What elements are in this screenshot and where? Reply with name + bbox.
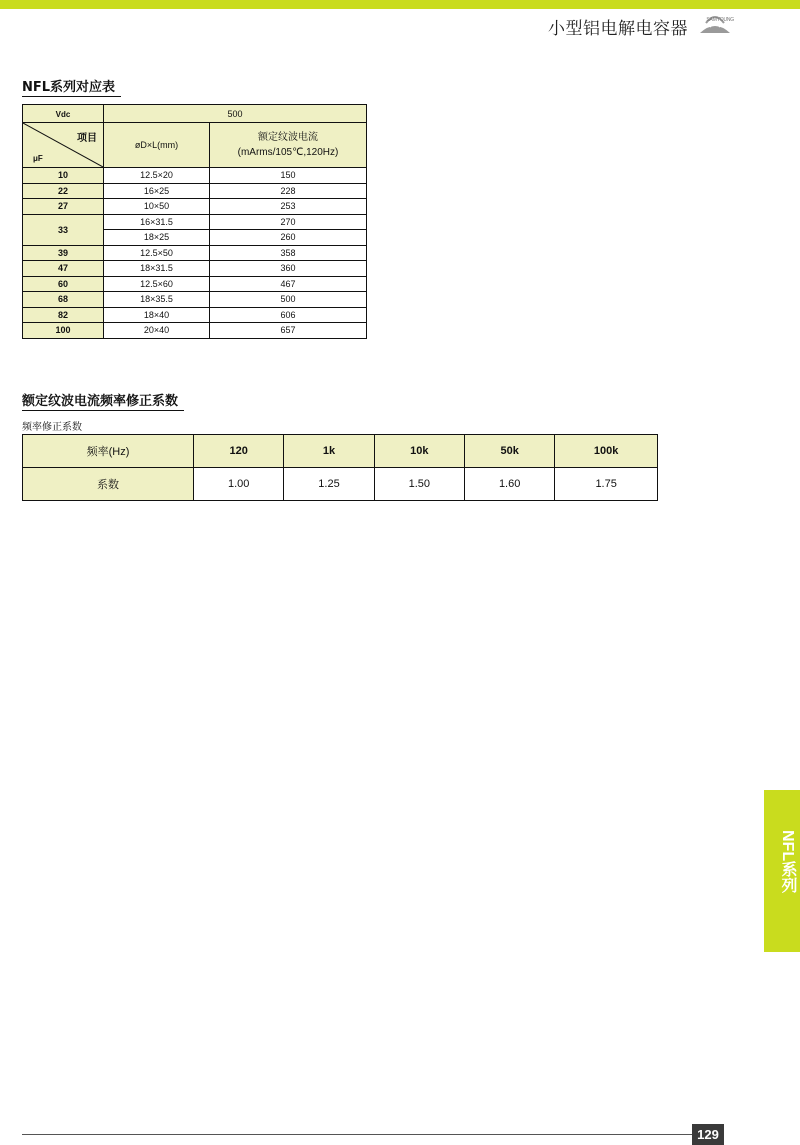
capacitance-cell: 60 [23,276,104,292]
ripple-cell: 253 [210,199,367,215]
ripple-header [210,123,367,168]
ripple-cell: 150 [210,168,367,184]
coefficient-cell: 1.60 [464,468,554,501]
dimension-cell: 10×50 [104,199,210,215]
page-header-title: 小型铝电解电容器 [548,19,688,39]
ripple-header-line2: (mArms/105℃,120Hz) [237,147,339,158]
table-row [23,276,367,292]
coefficient-cell: 1.75 [555,468,658,501]
table2-caption: 频率修正系数 [22,422,82,433]
coefficient-cell: 1.00 [194,468,284,501]
coefficient-row [23,468,658,501]
page-number: 129 [692,1124,724,1145]
ripple-cell: 467 [210,276,367,292]
capacitance-cell: 100 [23,323,104,339]
dimension-cell: 12.5×50 [104,245,210,261]
dimension-cell: 18×40 [104,307,210,323]
table-row [23,261,367,277]
dimension-cell: 12.5×60 [104,276,210,292]
logo-wordmark: SAMYOUNG [706,17,734,23]
capacitance-cell: 27 [23,199,104,215]
frequency-cell: 50k [464,435,554,468]
table-row [23,307,367,323]
table-row [23,199,367,215]
corner-item-label: 项目 [77,133,97,144]
ripple-cell: 260 [210,230,367,246]
dimension-cell: 16×31.5 [104,214,210,230]
table1-title: NFL系列对应表 [22,80,121,97]
capacitance-cell: 82 [23,307,104,323]
table-row [23,214,367,230]
table-row [23,292,367,308]
capacitance-cell: 33 [23,214,104,245]
dimension-cell: 16×25 [104,183,210,199]
ripple-cell: 657 [210,323,367,339]
coefficient-cell: 1.50 [374,468,464,501]
footer-rule [22,1134,692,1135]
ripple-cell: 606 [210,307,367,323]
capacitance-cell: 39 [23,245,104,261]
table2-title: 额定纹波电流频率修正系数 [22,394,184,411]
vdc-value: 500 [104,105,367,123]
capacitance-cell: 22 [23,183,104,199]
dimension-cell: 18×25 [104,230,210,246]
dimension-cell: 18×31.5 [104,261,210,277]
dimension-cell: 18×35.5 [104,292,210,308]
side-tab-label: NFL系列 [779,830,796,894]
dimension-cell: 12.5×20 [104,168,210,184]
column-header-row [23,123,367,168]
table-row [23,323,367,339]
nfl-series-table [22,104,367,339]
table-row [23,183,367,199]
coefficient-cell: 1.25 [284,468,374,501]
series-side-tab [764,790,800,952]
ripple-cell: 360 [210,261,367,277]
corner-unit-label: μF [33,154,43,163]
ripple-cell: 270 [210,214,367,230]
vdc-row [23,105,367,123]
frequency-cell: 120 [194,435,284,468]
vdc-label [23,105,104,123]
frequency-correction-table [22,434,658,501]
capacitance-cell: 47 [23,261,104,277]
capacitance-cell: 68 [23,292,104,308]
coefficient-label: 系数 [23,468,194,501]
capacitance-cell: 10 [23,168,104,184]
ripple-cell: 500 [210,292,367,308]
top-accent-bar [0,0,800,9]
frequency-row [23,435,658,468]
corner-header [23,123,104,168]
table-row [23,245,367,261]
dimension-header: øD×L(mm) [104,123,210,168]
ripple-cell: 358 [210,245,367,261]
vdc-label-text: Vdc [55,109,71,119]
ripple-header-line1: 额定纹波电流 [258,132,318,143]
frequency-cell: 100k [555,435,658,468]
table-row [23,168,367,184]
dimension-cell: 20×40 [104,323,210,339]
samyoung-logo-icon [696,11,734,35]
frequency-cell: 10k [374,435,464,468]
ripple-cell: 228 [210,183,367,199]
frequency-cell: 1k [284,435,374,468]
frequency-label: 频率(Hz) [23,435,194,468]
